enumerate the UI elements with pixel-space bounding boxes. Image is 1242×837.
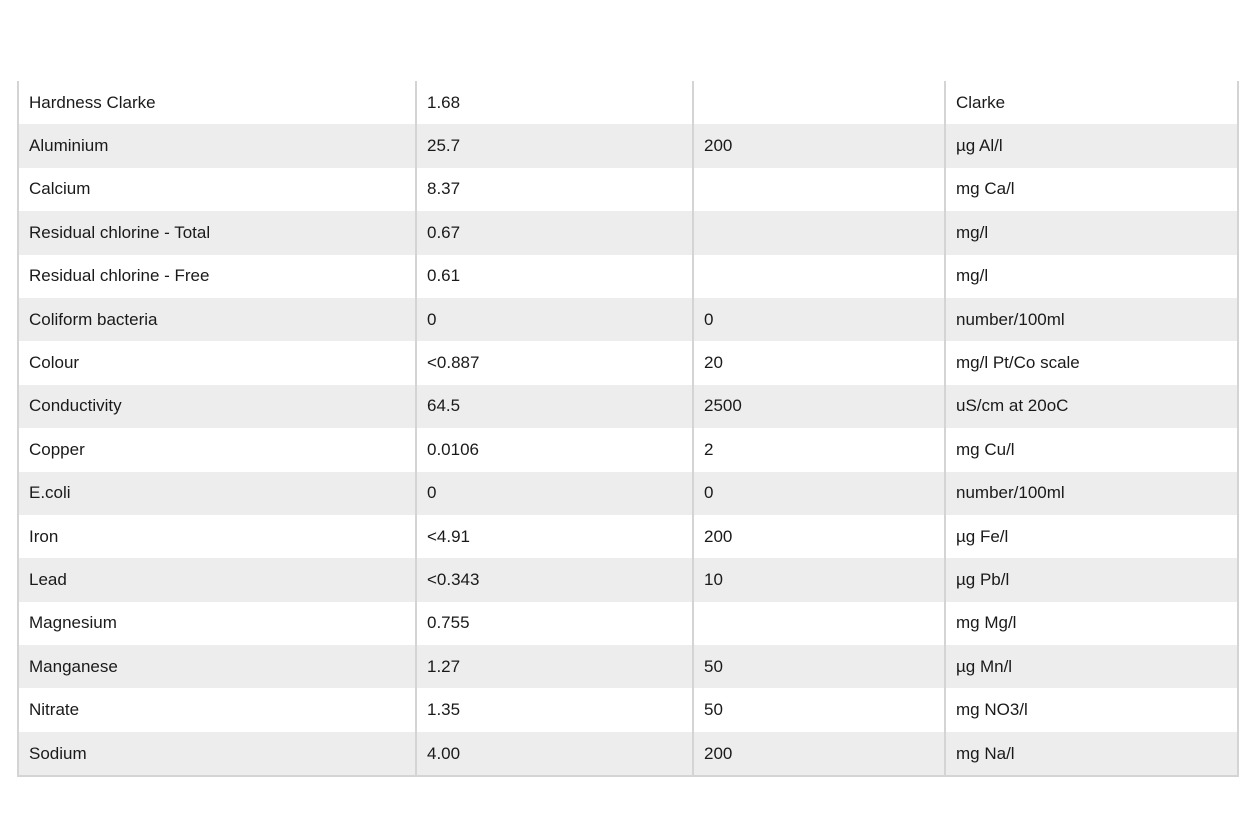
parameter-cell: E.coli — [19, 472, 416, 515]
limit-cell: 200 — [693, 515, 945, 558]
limit-cell — [693, 602, 945, 645]
unit-cell: number/100ml — [945, 472, 1237, 515]
result-cell: 0.61 — [416, 255, 693, 298]
result-cell: 1.68 — [416, 81, 693, 124]
unit-cell: mg Cu/l — [945, 428, 1237, 471]
limit-cell: 0 — [693, 472, 945, 515]
unit-cell: µg Al/l — [945, 124, 1237, 167]
unit-cell: mg/l — [945, 255, 1237, 298]
result-cell: 0.0106 — [416, 428, 693, 471]
limit-cell — [693, 255, 945, 298]
unit-cell: uS/cm at 20oC — [945, 385, 1237, 428]
table-row — [19, 428, 1237, 471]
table-body — [19, 81, 1237, 775]
parameter-cell: Copper — [19, 428, 416, 471]
water-quality-table — [19, 81, 1237, 775]
parameter-cell: Hardness Clarke — [19, 81, 416, 124]
result-cell: 0.67 — [416, 211, 693, 254]
water-quality-table-container — [17, 81, 1239, 777]
result-cell: 8.37 — [416, 168, 693, 211]
table-row — [19, 211, 1237, 254]
parameter-cell: Lead — [19, 558, 416, 601]
table-row — [19, 255, 1237, 298]
table-row — [19, 298, 1237, 341]
parameter-cell: Magnesium — [19, 602, 416, 645]
parameter-cell: Calcium — [19, 168, 416, 211]
result-cell: 0.755 — [416, 602, 693, 645]
result-cell: <0.887 — [416, 341, 693, 384]
result-cell: <0.343 — [416, 558, 693, 601]
table-row — [19, 645, 1237, 688]
limit-cell: 200 — [693, 732, 945, 775]
unit-cell: µg Mn/l — [945, 645, 1237, 688]
limit-cell: 10 — [693, 558, 945, 601]
unit-cell: µg Pb/l — [945, 558, 1237, 601]
result-cell: 1.35 — [416, 688, 693, 731]
table-row — [19, 385, 1237, 428]
limit-cell: 50 — [693, 645, 945, 688]
table-row — [19, 515, 1237, 558]
result-cell: 64.5 — [416, 385, 693, 428]
parameter-cell: Conductivity — [19, 385, 416, 428]
result-cell: 25.7 — [416, 124, 693, 167]
limit-cell — [693, 211, 945, 254]
parameter-cell: Iron — [19, 515, 416, 558]
result-cell: 0 — [416, 298, 693, 341]
parameter-cell: Coliform bacteria — [19, 298, 416, 341]
table-row — [19, 168, 1237, 211]
parameter-cell: Aluminium — [19, 124, 416, 167]
parameter-cell: Nitrate — [19, 688, 416, 731]
unit-cell: mg Mg/l — [945, 602, 1237, 645]
parameter-cell: Residual chlorine - Free — [19, 255, 416, 298]
limit-cell: 0 — [693, 298, 945, 341]
limit-cell — [693, 168, 945, 211]
unit-cell: mg/l Pt/Co scale — [945, 341, 1237, 384]
table-row — [19, 688, 1237, 731]
result-cell: 4.00 — [416, 732, 693, 775]
limit-cell: 2 — [693, 428, 945, 471]
result-cell: 1.27 — [416, 645, 693, 688]
unit-cell: mg Ca/l — [945, 168, 1237, 211]
table-row — [19, 472, 1237, 515]
table-row — [19, 732, 1237, 775]
table-row — [19, 81, 1237, 124]
unit-cell: mg Na/l — [945, 732, 1237, 775]
limit-cell: 200 — [693, 124, 945, 167]
table-row — [19, 602, 1237, 645]
parameter-cell: Sodium — [19, 732, 416, 775]
unit-cell: Clarke — [945, 81, 1237, 124]
unit-cell: µg Fe/l — [945, 515, 1237, 558]
result-cell: <4.91 — [416, 515, 693, 558]
table-row — [19, 558, 1237, 601]
limit-cell: 20 — [693, 341, 945, 384]
limit-cell — [693, 81, 945, 124]
limit-cell: 2500 — [693, 385, 945, 428]
unit-cell: mg NO3/l — [945, 688, 1237, 731]
result-cell: 0 — [416, 472, 693, 515]
unit-cell: number/100ml — [945, 298, 1237, 341]
table-row — [19, 124, 1237, 167]
parameter-cell: Colour — [19, 341, 416, 384]
parameter-cell: Residual chlorine - Total — [19, 211, 416, 254]
parameter-cell: Manganese — [19, 645, 416, 688]
unit-cell: mg/l — [945, 211, 1237, 254]
limit-cell: 50 — [693, 688, 945, 731]
table-row — [19, 341, 1237, 384]
